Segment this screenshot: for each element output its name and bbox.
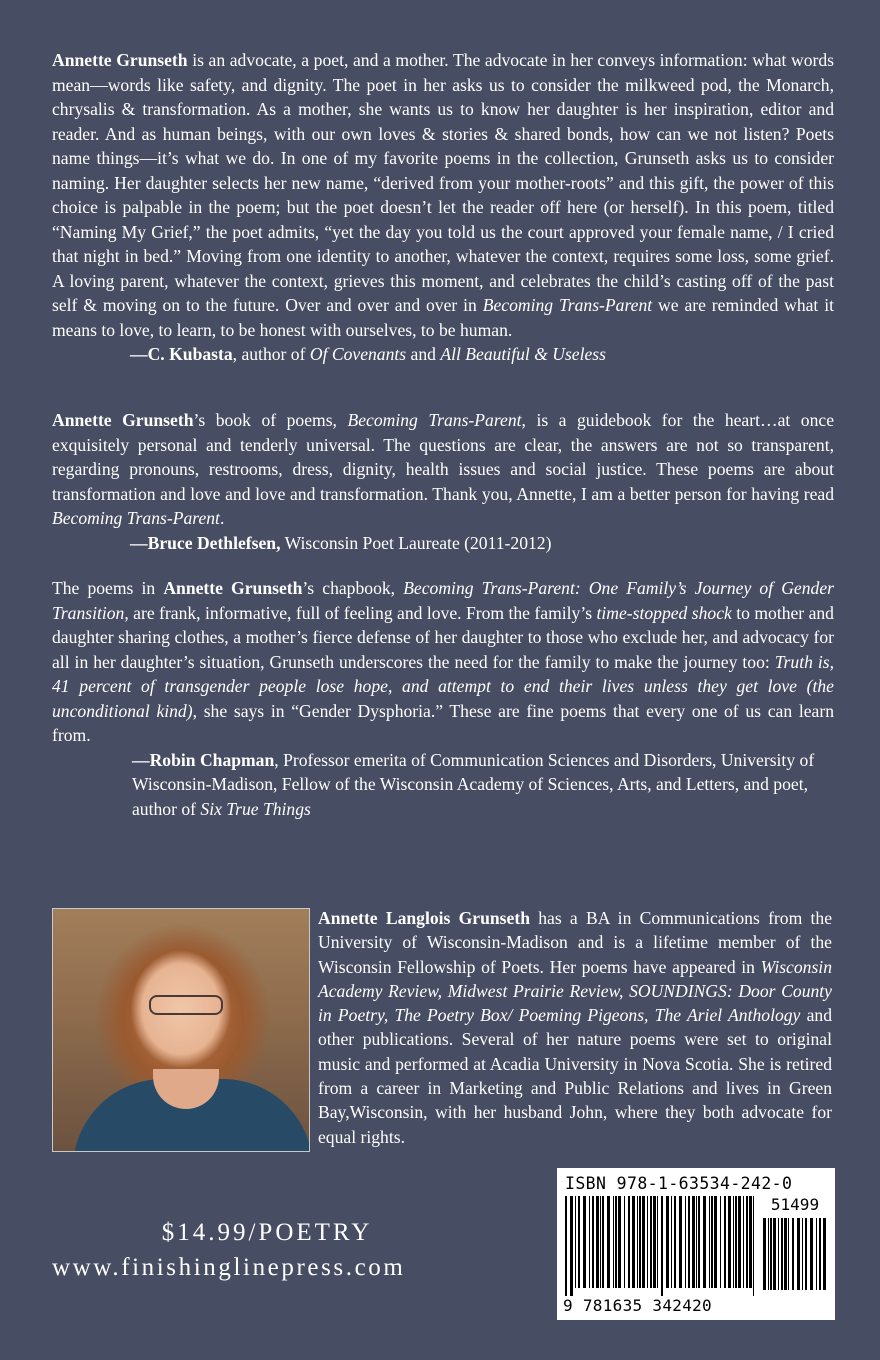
barcode-bar [578,1196,580,1288]
barcode-bar [602,1196,604,1288]
barcode-bar [720,1196,721,1288]
barcode-bar [592,1196,594,1288]
barcode-bar [823,1218,826,1290]
author-bio: Annette Langlois Grunseth has a BA in Communications from the University of Wisconsin-Madison and is a lifetime member of the Wisconsin Fellowship of Poets. Her poems have appeared in Wisconsin Academy Review, Midwest Prairie Review, SOUNDINGS: Door County in Poetry, The Poetry Box/ Poeming Pigeons, The Ariel Anthology and other publications. Several of her nature poems were set to original music and performed at Acadia University in Nova Scotia. She is retired from a career in Marketing and Public Relations and lives in Green Bay,Wisconsin, with her husband John, where they both advocate for equal rights. [318,908,832,1147]
barcode-bar [709,1196,710,1288]
barcode-bar [802,1218,803,1290]
barcode-bar [703,1196,706,1288]
barcode-bar [671,1196,672,1288]
barcode-bar [589,1196,590,1288]
book-title: Becoming Trans-Parent [482,295,653,315]
barcode-bar [639,1196,641,1288]
barcode-bar [770,1218,772,1290]
barcode-bar [607,1196,610,1288]
barcode-bar [763,1218,766,1290]
barcode-bar [819,1218,821,1290]
publisher-url: www.finishinglinepress.com [52,1254,406,1281]
blurb-chapman [52,576,834,821]
barcode-bar [781,1218,783,1290]
barcode-bar [792,1218,794,1290]
barcode-bar [570,1196,573,1296]
barcode-bar [688,1196,690,1288]
barcode-bar [624,1196,625,1288]
barcode-bar [768,1218,769,1290]
barcode-bar [575,1196,576,1288]
barcode-bar [711,1196,713,1288]
barcode-bar [650,1196,652,1288]
barcode-bar [743,1196,744,1288]
blurb-dethlefsen [52,408,834,555]
barcode-bar [738,1196,741,1288]
barcode-bar [810,1218,813,1290]
barcode-bar [615,1196,617,1288]
author-name: Annette Grunseth [52,50,188,70]
barcode-bar [733,1196,734,1288]
barcode-bar [698,1196,700,1288]
barcode-bar [666,1196,669,1288]
barcode-bar [778,1218,779,1290]
barcode-bar [816,1218,817,1290]
blurb-kubasta-text: Annette Grunseth is an advocate, a poet, and a mother. The advocate in her conveys information: what words mean—words like safety, and dignity. The poet in her asks us to consider the milkweed pod, the Monarch, chrysalis & transformation. As a mother, she wants us to know her daughter is her inspiration, editor and reader. And as human beings, with our own loves & stories & shared bonds, how can we not listen? Poets name things—it’s what we do. In one of my favorite poems in the collection, Grunseth asks us to consider naming. Her daughter selects her new name, “derived from your mother-roots” and this gift, the power of this choice is palpable in the poem; but the poet doesn’t let the reader off here (or herself). In this poem, titled “Naming My Grief,” the poet admits, “yet the day you told us the court approved your female name, / I cried that night in bed.” Moving from one identity to another, whatever the context, requires some loss, some grief. A loving parent, whatever the context, grieves this moment, and celebrates the child’s casting off of the past self & moving on to the future. Over and over and over in Becoming Trans-Parent we are reminded what it means to love, to learn, to be honest with ourselves, to be human. [52,50,835,340]
barcode-bar [642,1196,645,1288]
barcode-bar [805,1218,807,1290]
barcode-bar [692,1196,695,1288]
photo-glasses [149,995,223,1015]
barcode-bar [685,1196,686,1288]
barcode-bar [632,1196,635,1288]
isbn-digits: 9 781635 342420 [563,1296,712,1315]
barcode-bar [596,1196,599,1288]
barcode-bar [613,1196,614,1288]
blurb-dethlefsen-text: Annette Grunseth’s book of poems, Becoming Trans-Parent, is a guidebook for the heart…at once exquisitely personal and tenderly universal. The questions are clear, the answers are not so transparent, regarding pronouns, restrooms, dress, dignity, health issues and social justice. These poems are about transformation and love and love and transformation. Thank you, Annette, I am a better person for having read Becoming Trans-Parent. [52,410,835,528]
barcode-bar [784,1218,787,1290]
blurb-kubasta [52,48,834,367]
attribution-kubasta: —C. Kubasta, author of Of Covenants and All Beautiful & Useless [130,344,606,364]
addon-bars [763,1218,827,1298]
ean-13-bars [565,1196,755,1296]
barcode-bar [674,1196,676,1288]
barcode [557,1168,835,1320]
barcode-bar [696,1196,697,1288]
addon-number: 51499 [770,1195,820,1214]
barcode-bar [628,1196,630,1288]
attribution-dethlefsen: —Bruce Dethlefsen, Wisconsin Poet Laureate (2011-2012) [130,532,552,553]
barcode-bar [600,1196,601,1288]
barcode-bar [753,1196,754,1296]
barcode-bar [788,1218,789,1290]
barcode-bar [565,1196,567,1296]
barcode-bar [797,1218,800,1290]
isbn-label: ISBN 978-1-63534-242-0 [565,1174,793,1193]
barcode-bar [661,1196,663,1296]
barcode-bar [746,1196,748,1288]
barcode-bar [637,1196,638,1288]
barcode-bar [728,1196,731,1288]
barcode-bar [653,1196,656,1288]
barcode-bar [583,1196,586,1288]
barcode-bar [714,1196,717,1288]
barcode-bar [735,1196,737,1288]
barcode-bar [618,1196,621,1288]
price-category: $14.99/POETRY [161,1219,373,1246]
barcode-bar [657,1196,658,1288]
barcode-bar [773,1218,776,1290]
barcode-bar [749,1196,752,1288]
blurb-chapman-text: The poems in Annette Grunseth’s chapbook, Becoming Trans-Parent: One Family’s Journey of Gender Transition, are frank, informative, full of feeling and love. From the family’s time-stopped shock to mother and daughter sharing clothes, a mother’s fierce defense of her daughter to those who exclude her, and advocacy for all in her daughter’s situation, Grunseth underscores the need for the family to make the journey too: Truth is, 41 percent of transgender people lose hope, and attempt to end their lives unless they get love (the unconditional kind), she says in “Gender Dysphoria.” These are fine poems that every one of us can learn from. [52,578,834,745]
barcode-bar [647,1196,648,1288]
barcode-bar [724,1196,726,1288]
barcode-bar [679,1196,682,1288]
attribution-chapman: —Robin Chapman, Professor emerita of Communication Sciences and Disorders, University of Wisconsin-Madison, Fellow of the Wisconsin Academy of Sciences, Arts, and Letters, and poet, author of Six True Things [132,749,815,819]
author-photo [52,908,310,1152]
